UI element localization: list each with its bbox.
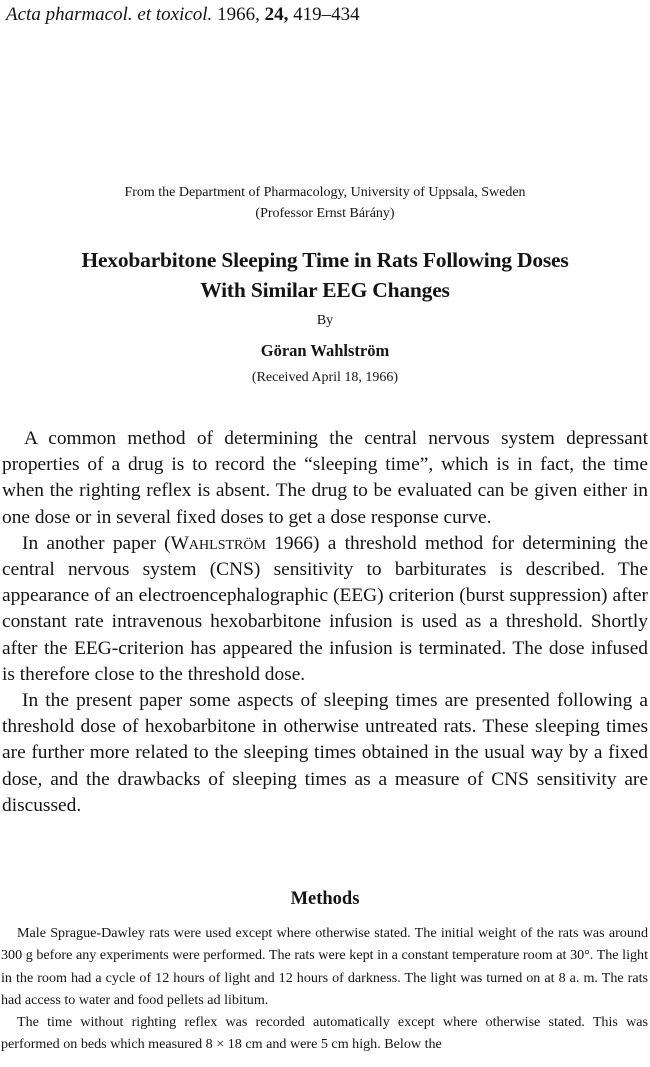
journal-name: Acta pharmacol. et toxicol. xyxy=(6,4,213,25)
introduction xyxy=(2,426,648,819)
methods-paragraph-1: Male Sprague-Dawley rats were used except where otherwise stated. The initial weight of the rats was around 300 g before any experiments were performed. The rats were kept in a constant temperature room at 30°. The light in the room had a cycle of 12 hours of light and 12 hours of darkness. The light was turned on at 8 a. m. The rats had access to water and food pellets ad libitum. xyxy=(1,925,648,1008)
intro-paragraph-1: A common method of determining the central nervous system depressant properties of a drug is to record the “sleeping time”, which is in fact, the time when the righting reflex is absent. The drug to be evaluated can be given either in one dose or in several fixed doses to get a dose response curve. xyxy=(2,428,648,528)
methods-heading: Methods xyxy=(290,889,360,909)
intro-p2-start: In another paper ( xyxy=(22,532,171,554)
author-name: Göran Wahlström xyxy=(260,341,390,360)
article-title xyxy=(0,245,650,305)
intro-paragraph-3: In the present paper some aspects of sleeping times are presented following a threshold dose of hexobarbitone in otherwise untreated rats. These sleeping times are further more related to the sleeping times obtained in the usual way by a fixed dose, and the drawbacks of sleeping times as a measure of CNS sensitivity are discussed. xyxy=(2,690,648,816)
journal-pages: 419–434 xyxy=(293,4,360,25)
journal-year: 1966, xyxy=(217,4,260,25)
professor-line: (Professor Ernst Bárány) xyxy=(255,206,395,221)
citation-author: Wahlström xyxy=(170,532,266,554)
intro-paragraph-2 xyxy=(2,531,648,688)
affiliation xyxy=(0,182,650,224)
journal-volume: 24, xyxy=(264,4,289,25)
department-line: From the Department of Pharmacology, University of Uppsala, Sweden xyxy=(124,185,526,200)
journal-citation xyxy=(6,4,360,26)
intro-p2-rest: 1966) a threshold method for determining the central nervous system (CNS) sensitivity to barbiturates is described. The appearance of an electroencephalographic (EEG) criterion (burst suppression) after constant rate intravenous hexobarbitone infusion is used as a threshold. Shortly after the EEG-criterion has appeared the infusion is terminated. The dose infused is therefore close to the threshold dose. xyxy=(2,532,648,685)
title-line-1: Hexobarbitone Sleeping Time in Rats Following Doses xyxy=(81,248,569,272)
methods-paragraph-2: The time without righting reflex was recorded automatically except where otherwise stated. This was performed on beds which measured 8 × 18 cm and were 5 cm high. Below the xyxy=(1,1014,648,1053)
received-date: (Received April 18, 1966) xyxy=(251,370,399,385)
title-line-2: With Similar EEG Changes xyxy=(200,278,450,302)
methods-section xyxy=(1,922,648,1056)
by-line: By xyxy=(316,313,334,328)
